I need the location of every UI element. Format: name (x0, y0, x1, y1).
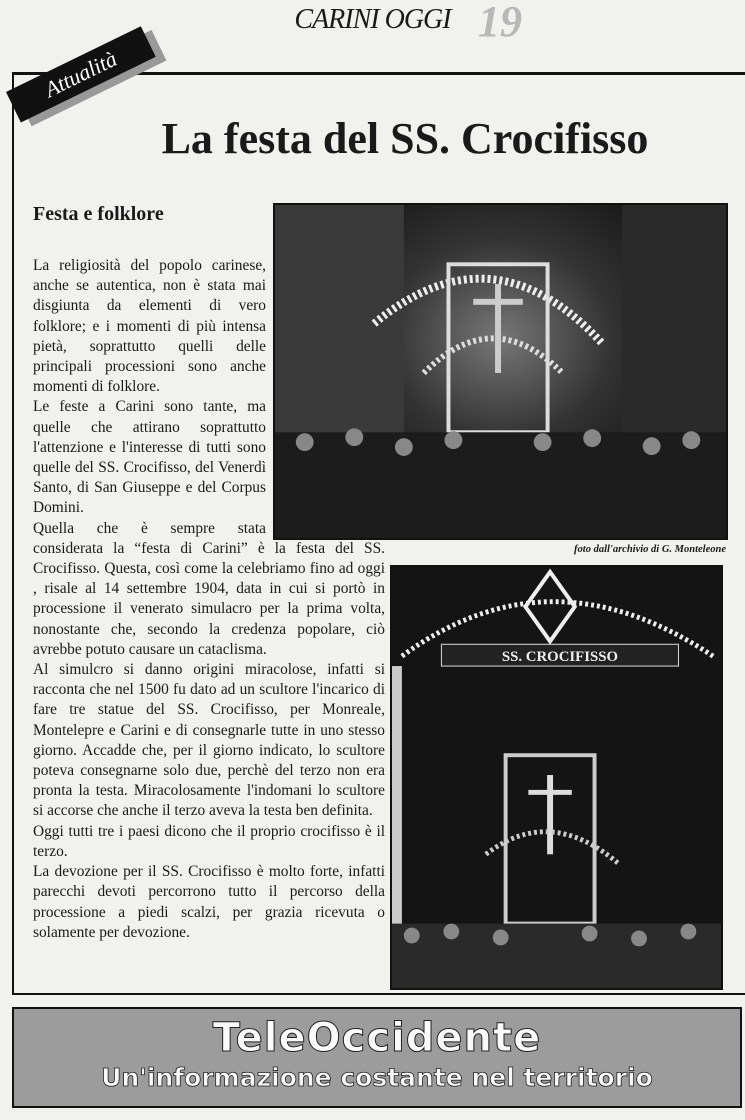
paragraph: considerata la “festa di Carini” è la festa del SS. Crocifisso. Questa, così come la celebriamo fino ad oggi , risale al 14 settembre 1904, data in cui si portò in processione il venerato simulacro per la prima volta, nonostante che, secondo la credenza popolare, ciò avrebbe potuto causare un cataclisma. (33, 539, 385, 658)
paragraph: La devozione per il SS. Crocifisso è molto forte, infatti parecchi devoti percorrono tutto il percorso della processione a piedi scalzi, per grazia ricevuta o solamente per devozione. (33, 863, 385, 941)
paragraph: Quella che è sempre stata (33, 519, 266, 537)
procession-photo-2 (390, 565, 723, 990)
photo-banner-text: SS. CROCIFISSO (501, 649, 618, 666)
photo-caption: foto dall'archivio di G. Monteleone (574, 544, 726, 555)
page-number: 19 (478, 0, 522, 46)
masthead (0, 0, 745, 46)
article-column-2 (33, 539, 385, 943)
magazine-title: CARINI OGGI (294, 4, 451, 35)
section-tag: Attualità (6, 26, 156, 122)
paragraph: Le feste a Carini sono tante, ma quelle che attirano soprattutto l'attenzione e l'interesse di tutti sono quelle del SS. Crocifisso, del Venerdì Santo, di San Giuseppe e del Corpus Domini. (33, 398, 266, 517)
procession-photo-1 (273, 203, 728, 540)
paragraph: Oggi tutti tre i paesi dicono che il proprio crocifisso è il terzo. (33, 822, 385, 860)
paragraph: La religiosità del popolo carinese, anche se autentica, non è stata mai disgiunta da elementi di vero folklore; e i momenti di più intensa pietà, soprattutto quelli delle principali processioni sono anche momenti di folklore. (33, 257, 266, 396)
paragraph: Al simulcro si danno origini miracolose, infatti si racconta che nel 1500 fu dato ad un scultore l'incarico di fare tre statue del SS. Crocifisso, per Monreale, Montelepre e Carini e di consegnarle tutte in uno stesso giorno. Accadde che, per il giorno indicato, lo scultore poteva consegnarne solo due, perchè del terzo non era pronta la testa. Miracolosamente l'indomani lo scultore si accorse che anche il terzo aveva la testa ben definita. (33, 661, 385, 820)
article-subtitle: Festa e folklore (33, 203, 164, 225)
teleoccidente-advert (12, 1007, 742, 1108)
advert-name: TeleOccidente (212, 1015, 542, 1061)
advert-slogan: Un'informazione costante nel territorio (101, 1063, 653, 1092)
article-column-1 (33, 256, 266, 539)
article-title: La festa del SS. Crocifisso (161, 114, 649, 163)
